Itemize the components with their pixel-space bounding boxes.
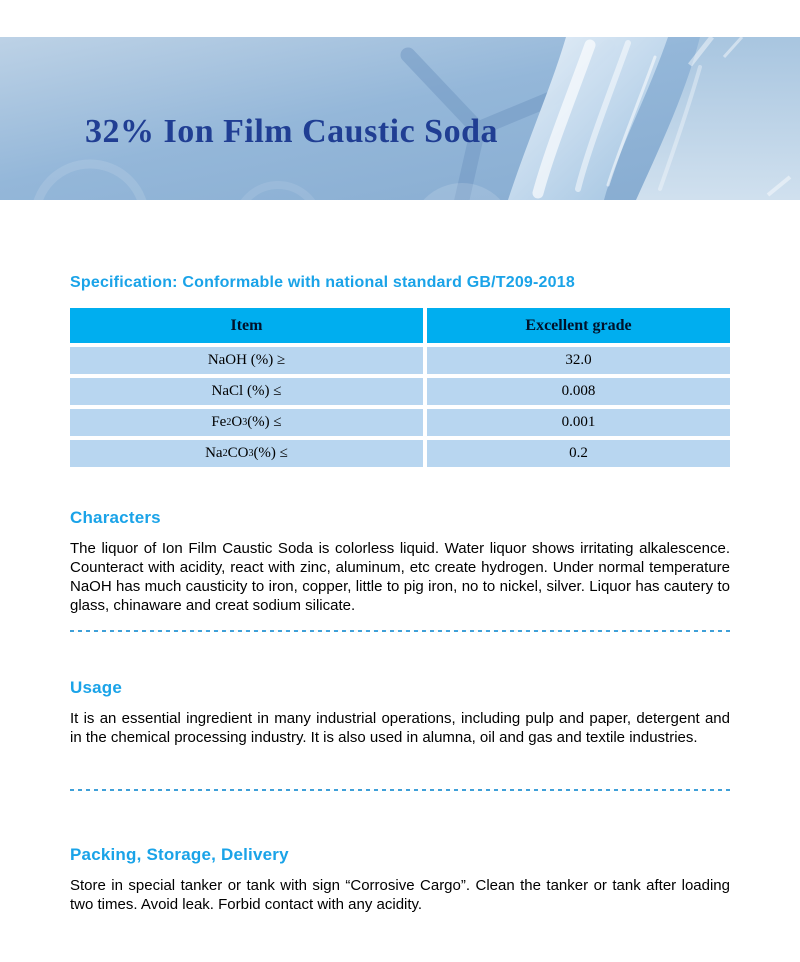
packing-paragraph: Store in special tanker or tank with sign “Corrosive Cargo”. Clean the tanker or tank after loading two times. Avoid leak. Forbid contact with any acidity. [70, 877, 730, 913]
characters-heading: Characters [70, 508, 161, 527]
section-divider [70, 789, 730, 791]
table-row [70, 378, 730, 405]
usage-heading: Usage [70, 678, 123, 697]
section-divider [70, 630, 730, 632]
spec-table-body [70, 347, 730, 467]
characters-paragraph: The liquor of Ion Film Caustic Soda is colorless liquid. Water liquor shows irritating alkalescence. Counteract with acidity, react with zinc, aluminum, etc create hydrogen. Under normal temperature NaOH has much causticity to iron, copper, little to pig iron, no to nickel, silver. Liquor has cautery to glass, chinaware and creat sodium silicate. [70, 540, 730, 614]
item-cell: Fe 2 O 3 (%) ≤ [70, 409, 423, 436]
table-row [70, 409, 730, 436]
value-cell: 32.0 [427, 347, 730, 374]
table-header-grade: Excellent grade [427, 308, 730, 343]
top-whitespace [0, 0, 800, 37]
usage-paragraph: It is an essential ingredient in many industrial operations, including pulp and paper, detergent and in the chemical processing industry. It is also used in alumna, oil and gas and textile industries. [70, 710, 730, 746]
item-cell: Na 2 CO 3 (%) ≤ [70, 440, 423, 467]
value-cell: 0.2 [427, 440, 730, 467]
product-banner [0, 37, 800, 200]
item-cell: NaCl (%) ≤ [70, 378, 423, 405]
value-cell: 0.008 [427, 378, 730, 405]
main-content [0, 274, 800, 914]
table-header-item: Item [70, 308, 423, 343]
spec-table [70, 308, 730, 467]
value-cell: 0.001 [427, 409, 730, 436]
page-title: 32% Ion Film Caustic Soda [85, 113, 498, 150]
item-cell: NaOH (%) ≥ [70, 347, 423, 374]
table-row [70, 440, 730, 467]
table-header-row [70, 308, 730, 343]
specification-heading: Specification: Conformable with national standard GB/T209-2018 [70, 274, 575, 291]
packing-heading: Packing, Storage, Delivery [70, 845, 289, 864]
table-row [70, 347, 730, 374]
